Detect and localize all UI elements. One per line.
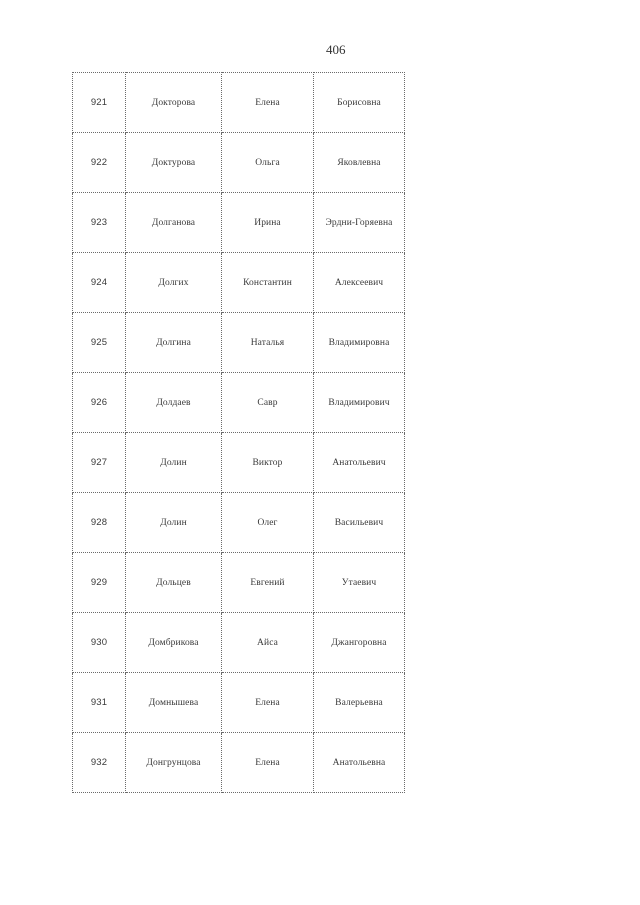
- last-name-cell: Доктурова: [126, 133, 222, 193]
- page-number: 406: [326, 42, 346, 57]
- table-row: [73, 733, 405, 793]
- table-row: [73, 133, 405, 193]
- last-name-cell: Домнышева: [126, 673, 222, 733]
- row-number-cell: 930: [73, 613, 126, 673]
- table-row: [73, 373, 405, 433]
- row-number-cell: 927: [73, 433, 126, 493]
- patronymic-cell: Эрдни-Горяевна: [314, 193, 405, 253]
- first-name-cell: Евгений: [222, 553, 314, 613]
- registry-table-body: [73, 73, 405, 793]
- table-row: [73, 253, 405, 313]
- row-number-cell: 926: [73, 373, 126, 433]
- row-number-cell: 923: [73, 193, 126, 253]
- last-name-cell: Долгих: [126, 253, 222, 313]
- first-name-cell: Наталья: [222, 313, 314, 373]
- table-row: [73, 673, 405, 733]
- table-row: [73, 193, 405, 253]
- patronymic-cell: Владимировна: [314, 313, 405, 373]
- patronymic-cell: Алексеевич: [314, 253, 405, 313]
- row-number-cell: 932: [73, 733, 126, 793]
- patronymic-cell: Анатольевич: [314, 433, 405, 493]
- row-number-cell: 921: [73, 73, 126, 133]
- first-name-cell: Олег: [222, 493, 314, 553]
- row-number-cell: 931: [73, 673, 126, 733]
- registry-table: [72, 72, 405, 793]
- last-name-cell: Долин: [126, 493, 222, 553]
- row-number-cell: 924: [73, 253, 126, 313]
- last-name-cell: Домбрикова: [126, 613, 222, 673]
- patronymic-cell: Яковлевна: [314, 133, 405, 193]
- first-name-cell: Савр: [222, 373, 314, 433]
- patronymic-cell: Валерьевна: [314, 673, 405, 733]
- last-name-cell: Долгина: [126, 313, 222, 373]
- table-row: [73, 613, 405, 673]
- first-name-cell: Константин: [222, 253, 314, 313]
- row-number-cell: 928: [73, 493, 126, 553]
- row-number-cell: 922: [73, 133, 126, 193]
- last-name-cell: Долин: [126, 433, 222, 493]
- patronymic-cell: Владимирович: [314, 373, 405, 433]
- first-name-cell: Виктор: [222, 433, 314, 493]
- last-name-cell: Долганова: [126, 193, 222, 253]
- first-name-cell: Елена: [222, 733, 314, 793]
- table-row: [73, 433, 405, 493]
- first-name-cell: Айса: [222, 613, 314, 673]
- patronymic-cell: Анатольевна: [314, 733, 405, 793]
- table-row: [73, 73, 405, 133]
- last-name-cell: Донгрунцова: [126, 733, 222, 793]
- patronymic-cell: Васильевич: [314, 493, 405, 553]
- last-name-cell: Долдаев: [126, 373, 222, 433]
- table-row: [73, 313, 405, 373]
- first-name-cell: Елена: [222, 673, 314, 733]
- row-number-cell: 925: [73, 313, 126, 373]
- patronymic-cell: Борисовна: [314, 73, 405, 133]
- patronymic-cell: Джангоровна: [314, 613, 405, 673]
- first-name-cell: Елена: [222, 73, 314, 133]
- first-name-cell: Ирина: [222, 193, 314, 253]
- last-name-cell: Дольцев: [126, 553, 222, 613]
- patronymic-cell: Утаевич: [314, 553, 405, 613]
- row-number-cell: 929: [73, 553, 126, 613]
- first-name-cell: Ольга: [222, 133, 314, 193]
- table-row: [73, 553, 405, 613]
- last-name-cell: Докторова: [126, 73, 222, 133]
- table-row: [73, 493, 405, 553]
